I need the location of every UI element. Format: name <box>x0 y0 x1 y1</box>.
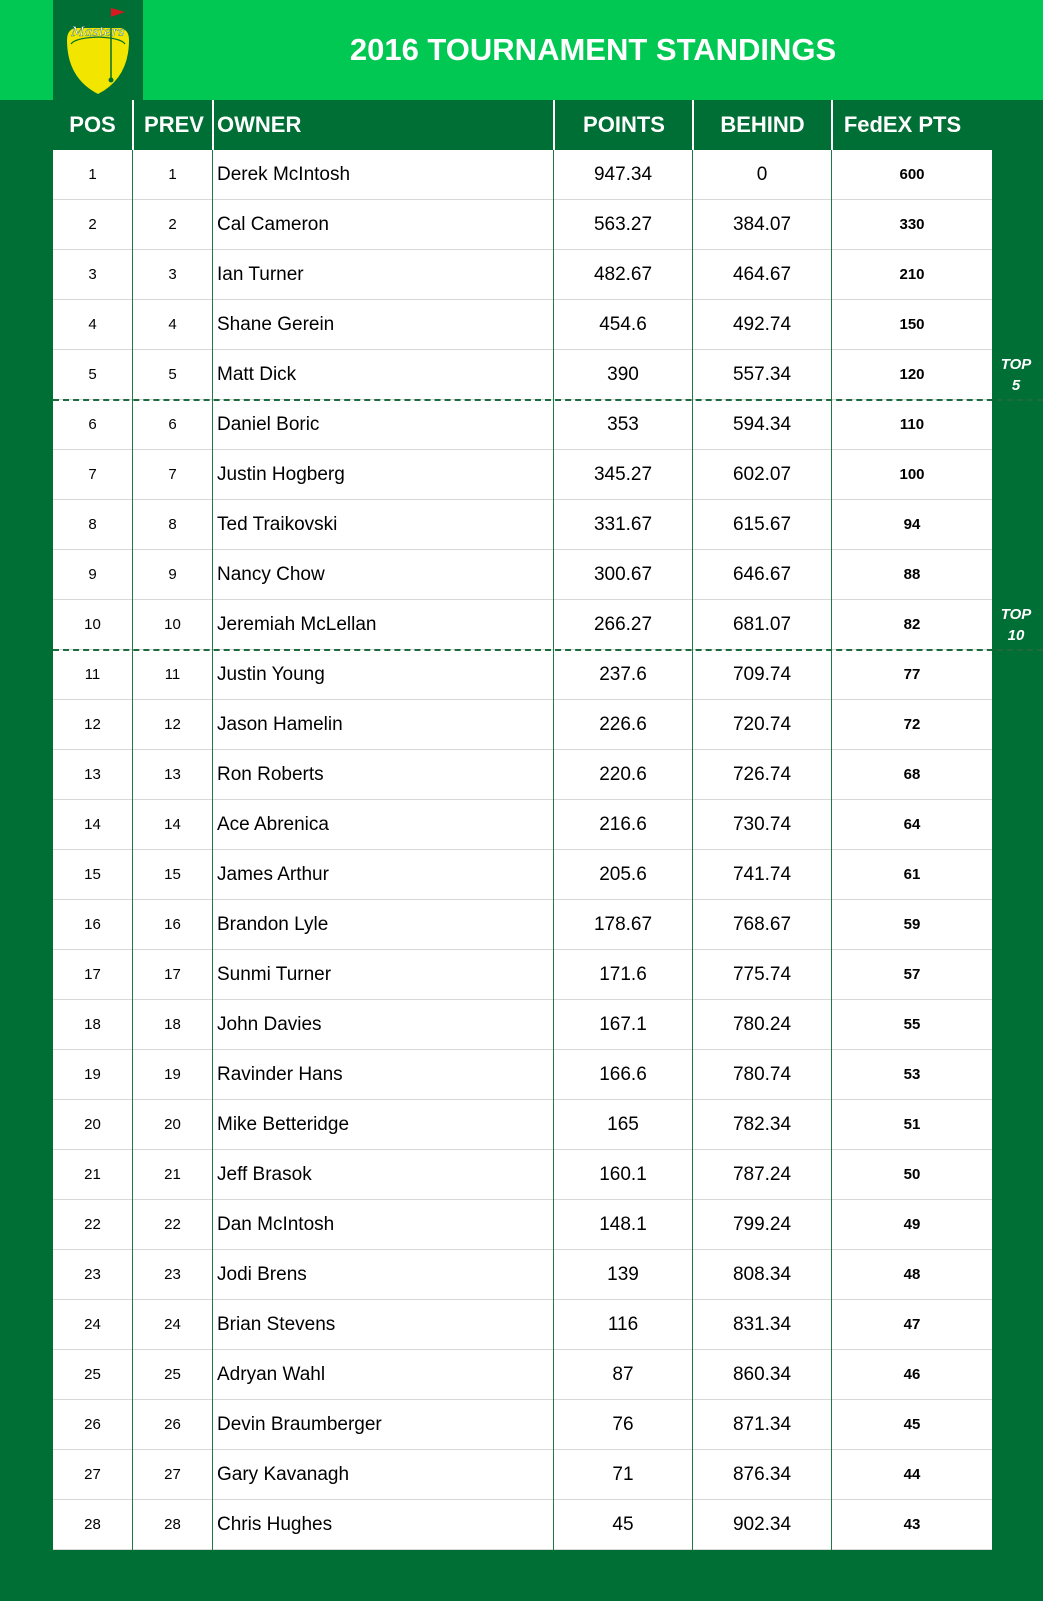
row-owner: Justin Young <box>217 664 325 685</box>
row-pos: 11 <box>84 666 101 683</box>
column-header-behind: BEHIND <box>720 112 805 137</box>
row-behind: 787.24 <box>732 1164 792 1185</box>
table-row <box>53 600 992 650</box>
row-pos: 16 <box>84 916 101 933</box>
row-owner: Ian Turner <box>217 264 304 285</box>
row-prev: 9 <box>168 566 177 583</box>
row-behind: 681.07 <box>732 614 792 635</box>
row-pos: 13 <box>84 766 101 783</box>
table-row <box>53 650 992 700</box>
row-fedex: 77 <box>903 666 921 683</box>
table-row <box>53 1400 992 1450</box>
row-pos: 19 <box>84 1066 101 1083</box>
row-points: 116 <box>607 1314 639 1335</box>
table-row <box>53 250 992 300</box>
table-header <box>53 100 992 150</box>
row-points: 178.67 <box>593 914 653 935</box>
row-fedex: 49 <box>903 1216 921 1233</box>
row-behind: 0 <box>756 164 768 185</box>
row-prev: 23 <box>164 1266 181 1283</box>
row-owner: Brandon Lyle <box>217 914 329 935</box>
row-owner: Gary Kavanagh <box>217 1464 350 1485</box>
row-fedex: 44 <box>903 1466 921 1483</box>
row-points: 205.6 <box>599 864 647 885</box>
row-pos: 2 <box>88 216 97 233</box>
row-points: 353 <box>607 414 639 435</box>
svg-text:Masters: Masters <box>71 25 125 40</box>
row-owner: Adryan Wahl <box>217 1364 326 1385</box>
row-owner: Devin Braumberger <box>217 1414 382 1435</box>
column-header-owner: OWNER <box>217 112 302 137</box>
row-behind: 594.34 <box>732 414 792 435</box>
row-points: 454.6 <box>599 314 647 335</box>
row-points: 331.67 <box>593 514 653 535</box>
row-points: 148.1 <box>599 1214 647 1235</box>
table-row <box>53 1050 992 1100</box>
row-pos: 1 <box>88 166 97 183</box>
table-row <box>53 950 992 1000</box>
row-prev: 15 <box>164 866 181 883</box>
row-fedex: 48 <box>903 1266 921 1283</box>
row-fedex: 47 <box>903 1316 921 1333</box>
row-points: 45 <box>612 1514 634 1535</box>
table-row <box>53 1200 992 1250</box>
row-behind: 384.07 <box>732 214 792 235</box>
row-prev: 27 <box>164 1466 181 1483</box>
row-owner: Jeff Brasok <box>217 1164 312 1185</box>
masters-logo-icon <box>53 0 143 100</box>
column-header-prev: PREV <box>144 112 204 137</box>
row-prev: 1 <box>168 166 177 183</box>
row-pos: 17 <box>84 966 101 983</box>
row-behind: 492.74 <box>732 314 792 335</box>
table-row <box>53 450 992 500</box>
row-points: 226.6 <box>599 714 647 735</box>
row-behind: 720.74 <box>732 714 792 735</box>
table-row <box>53 1350 992 1400</box>
row-points: 71 <box>612 1464 634 1485</box>
table-row <box>53 800 992 850</box>
top5-label-line2: 5 <box>1011 377 1021 394</box>
column-divider <box>212 150 213 1550</box>
row-behind: 871.34 <box>732 1414 792 1435</box>
header-divider <box>212 100 214 150</box>
row-points: 345.27 <box>593 464 653 485</box>
row-points: 390 <box>607 364 639 385</box>
table-row <box>53 550 992 600</box>
row-pos: 4 <box>88 316 97 333</box>
row-prev: 19 <box>164 1066 181 1083</box>
row-points: 947.34 <box>593 164 653 185</box>
row-owner: Justin Hogberg <box>217 464 345 485</box>
row-prev: 28 <box>164 1516 181 1533</box>
top10-cutoff-line <box>53 649 1043 651</box>
row-points: 139 <box>607 1264 639 1285</box>
row-behind: 730.74 <box>732 814 792 835</box>
row-fedex: 110 <box>899 416 925 433</box>
table-row <box>53 850 992 900</box>
top10-label-line1: TOP <box>1000 606 1032 623</box>
row-points: 216.6 <box>599 814 647 835</box>
row-pos: 20 <box>84 1116 101 1133</box>
row-points: 220.6 <box>599 764 647 785</box>
row-prev: 22 <box>164 1216 181 1233</box>
row-pos: 8 <box>88 516 97 533</box>
row-owner: Matt Dick <box>217 364 297 385</box>
row-pos: 3 <box>88 266 97 283</box>
row-fedex: 61 <box>903 866 921 883</box>
row-pos: 18 <box>84 1016 101 1033</box>
row-fedex: 59 <box>903 916 921 933</box>
table-row <box>53 200 992 250</box>
row-behind: 780.74 <box>732 1064 792 1085</box>
row-fedex: 64 <box>903 816 921 833</box>
row-behind: 615.67 <box>732 514 792 535</box>
row-behind: 709.74 <box>732 664 792 685</box>
row-prev: 6 <box>168 416 177 433</box>
row-fedex: 72 <box>903 716 921 733</box>
row-owner: Chris Hughes <box>217 1514 333 1535</box>
row-fedex: 43 <box>903 1516 921 1533</box>
row-owner: Jodi Brens <box>217 1264 307 1285</box>
row-points: 266.27 <box>593 614 653 635</box>
table-row <box>53 400 992 450</box>
row-fedex: 55 <box>903 1016 921 1033</box>
row-fedex: 45 <box>903 1416 921 1433</box>
page-title: 2016 TOURNAMENT STANDINGS <box>349 32 837 67</box>
standings-table <box>53 150 992 1550</box>
row-points: 166.6 <box>599 1064 647 1085</box>
row-points: 563.27 <box>593 214 653 235</box>
row-owner: Brian Stevens <box>217 1314 336 1335</box>
table-row <box>53 150 992 200</box>
row-points: 167.1 <box>599 1014 647 1035</box>
row-behind: 557.34 <box>732 364 792 385</box>
row-fedex: 82 <box>903 616 921 633</box>
row-owner: Cal Cameron <box>217 214 329 235</box>
column-divider <box>692 150 693 1550</box>
row-behind: 876.34 <box>732 1464 792 1485</box>
row-fedex: 120 <box>899 366 925 383</box>
table-row <box>53 1100 992 1150</box>
row-fedex: 53 <box>903 1066 921 1083</box>
row-points: 160.1 <box>599 1164 647 1185</box>
table-row <box>53 1500 992 1550</box>
row-prev: 10 <box>164 616 181 633</box>
top5-label-line1: TOP <box>1000 356 1032 373</box>
row-pos: 23 <box>84 1266 101 1283</box>
table-row <box>53 1250 992 1300</box>
row-fedex: 600 <box>899 166 925 183</box>
row-prev: 5 <box>168 366 177 383</box>
top10-label-line2: 10 <box>1007 627 1025 644</box>
row-prev: 13 <box>164 766 181 783</box>
row-behind: 726.74 <box>732 764 792 785</box>
row-pos: 7 <box>88 466 97 483</box>
row-pos: 9 <box>88 566 97 583</box>
row-points: 300.67 <box>593 564 653 585</box>
row-behind: 860.34 <box>732 1364 792 1385</box>
row-owner: Ted Traikovski <box>217 514 338 535</box>
row-points: 165 <box>607 1114 639 1135</box>
row-points: 237.6 <box>599 664 647 685</box>
row-prev: 4 <box>168 316 177 333</box>
table-row <box>53 1150 992 1200</box>
row-fedex: 150 <box>899 316 925 333</box>
column-header-points: POINTS <box>583 112 665 137</box>
table-row <box>53 900 992 950</box>
row-owner: John Davies <box>217 1014 322 1035</box>
row-pos: 26 <box>84 1416 101 1433</box>
row-behind: 780.24 <box>732 1014 792 1035</box>
row-pos: 15 <box>84 866 101 883</box>
row-pos: 5 <box>88 366 97 383</box>
table-row <box>53 1300 992 1350</box>
column-divider <box>132 150 133 1550</box>
row-fedex: 51 <box>903 1116 921 1133</box>
row-fedex: 57 <box>903 966 921 983</box>
row-prev: 16 <box>164 916 181 933</box>
row-points: 87 <box>612 1364 634 1385</box>
row-owner: Ravinder Hans <box>217 1064 343 1085</box>
row-owner: Ace Abrenica <box>217 814 329 835</box>
row-owner: Dan McIntosh <box>217 1214 335 1235</box>
row-prev: 17 <box>164 966 181 983</box>
top5-cutoff-line <box>53 399 1043 401</box>
row-prev: 25 <box>164 1366 181 1383</box>
row-pos: 14 <box>84 816 101 833</box>
row-behind: 646.67 <box>732 564 792 585</box>
row-prev: 20 <box>164 1116 181 1133</box>
row-owner: Daniel Boric <box>217 414 320 435</box>
row-behind: 741.74 <box>732 864 792 885</box>
row-prev: 21 <box>164 1166 181 1183</box>
row-owner: Shane Gerein <box>217 314 335 335</box>
row-owner: Nancy Chow <box>217 564 325 585</box>
row-owner: Jason Hamelin <box>217 714 343 735</box>
title-bar <box>0 0 1043 100</box>
row-fedex: 330 <box>899 216 925 233</box>
row-behind: 799.24 <box>732 1214 792 1235</box>
row-behind: 831.34 <box>732 1314 792 1335</box>
table-row <box>53 1450 992 1500</box>
row-pos: 22 <box>84 1216 101 1233</box>
row-pos: 12 <box>84 716 101 733</box>
row-points: 76 <box>612 1414 634 1435</box>
table-row <box>53 700 992 750</box>
table-row <box>53 300 992 350</box>
top5-cutoff-label <box>989 354 1043 396</box>
row-owner: Ron Roberts <box>217 764 324 785</box>
row-pos: 10 <box>84 616 101 633</box>
column-header-pos: POS <box>69 112 116 137</box>
row-pos: 28 <box>84 1516 101 1533</box>
row-prev: 3 <box>168 266 177 283</box>
row-fedex: 100 <box>899 466 925 483</box>
row-behind: 464.67 <box>732 264 792 285</box>
row-pos: 25 <box>84 1366 101 1383</box>
row-prev: 8 <box>168 516 177 533</box>
row-points: 171.6 <box>599 964 647 985</box>
row-behind: 808.34 <box>732 1264 792 1285</box>
row-owner: Mike Betteridge <box>217 1114 350 1135</box>
row-behind: 775.74 <box>732 964 792 985</box>
column-divider <box>831 150 832 1550</box>
row-fedex: 68 <box>903 766 921 783</box>
column-divider <box>553 150 554 1550</box>
row-behind: 902.34 <box>732 1514 792 1535</box>
row-fedex: 94 <box>903 516 921 533</box>
row-owner: Derek McIntosh <box>217 164 351 185</box>
row-owner: James Arthur <box>217 864 329 885</box>
row-prev: 24 <box>164 1316 181 1333</box>
row-prev: 11 <box>164 666 181 683</box>
row-fedex: 210 <box>899 266 925 283</box>
row-behind: 602.07 <box>732 464 792 485</box>
row-owner: Sunmi Turner <box>217 964 332 985</box>
table-row <box>53 500 992 550</box>
row-points: 482.67 <box>593 264 653 285</box>
row-prev: 12 <box>164 716 181 733</box>
column-header-fedex: FedEX PTS <box>843 112 962 137</box>
top10-cutoff-label <box>989 604 1043 646</box>
row-behind: 782.34 <box>732 1114 792 1135</box>
table-row <box>53 750 992 800</box>
row-fedex: 50 <box>903 1166 921 1183</box>
row-prev: 2 <box>168 216 177 233</box>
row-fedex: 88 <box>903 566 921 583</box>
row-prev: 7 <box>168 466 177 483</box>
row-pos: 27 <box>84 1466 101 1483</box>
row-pos: 6 <box>88 416 97 433</box>
table-row <box>53 350 992 400</box>
row-owner: Jeremiah McLellan <box>217 614 377 635</box>
row-fedex: 46 <box>903 1366 921 1383</box>
table-row <box>53 1000 992 1050</box>
row-pos: 21 <box>84 1166 101 1183</box>
row-prev: 18 <box>164 1016 181 1033</box>
row-pos: 24 <box>84 1316 101 1333</box>
row-behind: 768.67 <box>732 914 792 935</box>
row-prev: 14 <box>164 816 181 833</box>
row-prev: 26 <box>164 1416 181 1433</box>
